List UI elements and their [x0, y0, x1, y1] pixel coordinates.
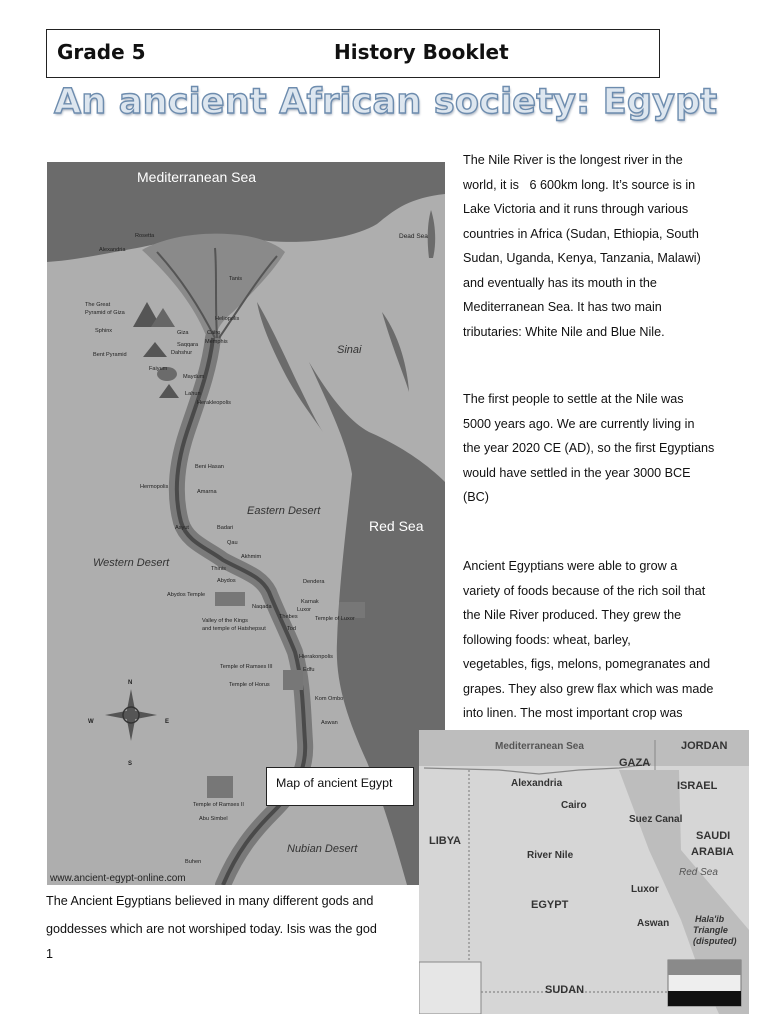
place-label: Maydum	[183, 374, 205, 380]
booklet-title: History Booklet	[334, 40, 509, 64]
text-line: The first people to settle at the Nile was	[463, 392, 684, 406]
place-label: Abydos Temple	[167, 592, 206, 598]
place-label: Temple of Ramses II	[193, 802, 244, 808]
label-israel: ISRAEL	[677, 780, 718, 792]
place-label: Tod	[287, 626, 297, 632]
place-label: Heliopolis	[215, 316, 240, 322]
label-saudi-2: ARABIA	[691, 846, 734, 858]
text-line: goddesses which are not worshiped today. Isis was the god	[46, 922, 377, 936]
text-line: grapes. They also grew flax which was made	[463, 681, 714, 696]
place-label: Qau	[227, 540, 238, 546]
place-label: Cairo	[207, 330, 221, 336]
place-label: Temple of Ramses III	[220, 664, 273, 670]
place-label: Temple of Luxor	[315, 616, 355, 622]
text-line: world, it is 6 600km long. It’s source is in	[463, 177, 696, 192]
paragraph-settlement	[463, 387, 729, 510]
text-line: vegetables, figs, melons, pomegranates and	[463, 657, 711, 671]
text-line: Sudan, Uganda, Kenya, Tanzania, Malawi)	[463, 251, 701, 265]
label-suez: Suez Canal	[629, 814, 683, 825]
place-label: Valley of the Kings	[202, 618, 248, 624]
place-label: Buhen	[185, 859, 202, 865]
label-red-sea-modern: Red Sea	[679, 867, 718, 878]
place-label: Dendera	[303, 579, 325, 585]
place-label: Thinis	[211, 566, 226, 572]
label-western-desert: Western Desert	[93, 557, 170, 569]
text-line: The Ancient Egyptians believed in many different gods and	[46, 894, 374, 908]
label-alexandria: Alexandria	[511, 778, 563, 789]
place-label: Herakleopolis	[197, 400, 231, 406]
text-line: would have settled in the year 3000 BCE	[463, 465, 691, 480]
label-mediterranean: Mediterranean Sea	[137, 169, 257, 185]
place-label: Beni Hasan	[195, 464, 224, 470]
place-label: Memphis	[205, 339, 228, 345]
label-aswan: Aswan	[637, 918, 670, 929]
place-label: Badari	[217, 525, 234, 531]
place-label: Thebes	[279, 614, 298, 620]
text-line: following foods: wheat, barley,	[463, 632, 631, 647]
label-saudi-1: SAUDI	[696, 830, 731, 842]
label-halaib-2: Triangle	[693, 925, 728, 935]
compass-s: S	[128, 761, 133, 767]
paragraph-nile	[463, 148, 729, 344]
grade-label: Grade 5	[57, 40, 146, 64]
place-label: Rosetta	[135, 233, 155, 239]
label-dead-sea: Dead Sea	[399, 233, 428, 240]
place-label: Dahshur	[171, 350, 193, 356]
text-line: the Nile River produced. They grew the	[463, 608, 682, 622]
text-line: and eventually has its mouth in the	[463, 275, 657, 290]
label-luxor: Luxor	[631, 884, 659, 895]
place-label: Temple of Horus	[229, 682, 270, 688]
header-box	[46, 29, 660, 78]
text-line: The Nile River is the longest river in the	[463, 153, 683, 167]
place-label: Akhmim	[241, 554, 262, 560]
place-label: Saqqara	[177, 342, 199, 348]
place-label: and temple of Hatshepsut	[202, 626, 266, 632]
place-label: Hermopolis	[140, 484, 169, 490]
page-number: 1	[46, 947, 54, 961]
place-label: Faiyum	[149, 366, 168, 372]
text-line: countries in Africa (Sudan, Ethiopia, South	[463, 226, 699, 241]
label-mediterranean-modern: Mediterranean Sea	[495, 741, 584, 752]
label-river-nile: River Nile	[527, 850, 574, 861]
compass-e: E	[165, 719, 170, 725]
label-gaza: GAZA	[619, 757, 651, 769]
place-label: Lahun	[185, 391, 201, 397]
place-label: Bent Pyramid	[93, 352, 127, 358]
map-caption-box	[266, 767, 414, 806]
label-halaib-3: (disputed)	[693, 936, 737, 946]
text-line: (BC)	[463, 490, 489, 504]
text-line: 5000 years ago. We are currently living in	[463, 416, 695, 431]
modern-egypt-map	[419, 730, 749, 1014]
text-line: Lake Victoria and it runs through various	[463, 202, 689, 216]
text-line: Mediterranean Sea. It has two main	[463, 300, 662, 314]
place-label: Amarna	[197, 489, 217, 495]
place-label: Aswan	[321, 720, 338, 726]
paragraph-gods	[46, 887, 406, 943]
place-label: Alexandria	[99, 247, 126, 253]
label-halaib-1: Hala'ib	[695, 914, 725, 924]
place-label: The Great	[85, 302, 111, 308]
place-label: Edfu	[303, 667, 315, 673]
place-label: Abydos	[217, 578, 236, 584]
text-line: Ancient Egyptians were able to grow a	[463, 559, 678, 573]
text-line: into linen. The most important crop was	[463, 706, 683, 720]
place-label: Giza	[177, 330, 189, 336]
label-nubian-desert: Nubian Desert	[287, 843, 358, 855]
place-label: Asyut	[175, 525, 189, 531]
place-label: Karnak	[301, 599, 319, 605]
compass-w: W	[88, 719, 94, 725]
website-credit: www.ancient-egypt-online.com	[50, 873, 186, 884]
label-sinai: Sinai	[337, 344, 362, 356]
map-caption: Map of ancient Egypt	[276, 776, 393, 790]
place-label: Kom Ombo	[315, 696, 344, 702]
label-libya: LIBYA	[429, 835, 461, 847]
place-label: Tanis	[229, 276, 243, 282]
label-red-sea: Red Sea	[369, 518, 424, 534]
label-egypt: EGYPT	[531, 899, 569, 911]
place-label: Hierakonpolis	[299, 654, 333, 660]
place-label: Luxor	[297, 607, 311, 613]
place-label: Pyramid of Giza	[85, 310, 125, 316]
place-label: Naqada	[252, 604, 272, 610]
page-title: An ancient African society: Egypt	[54, 82, 718, 122]
label-cairo: Cairo	[561, 800, 587, 811]
label-eastern-desert: Eastern Desert	[247, 505, 321, 517]
text-line: the year 2020 CE (AD), so the first Egyptians	[463, 441, 715, 455]
place-label: Sphinx	[95, 328, 113, 334]
place-label: Abu Simbel	[199, 816, 228, 822]
label-jordan: JORDAN	[681, 740, 728, 752]
paragraph-farming	[463, 554, 729, 726]
text-line: tributaries: White Nile and Blue Nile.	[463, 324, 665, 339]
label-sudan: SUDAN	[545, 984, 585, 996]
compass-n: N	[128, 680, 133, 686]
text-line: variety of foods because of the rich soil that	[463, 583, 706, 598]
